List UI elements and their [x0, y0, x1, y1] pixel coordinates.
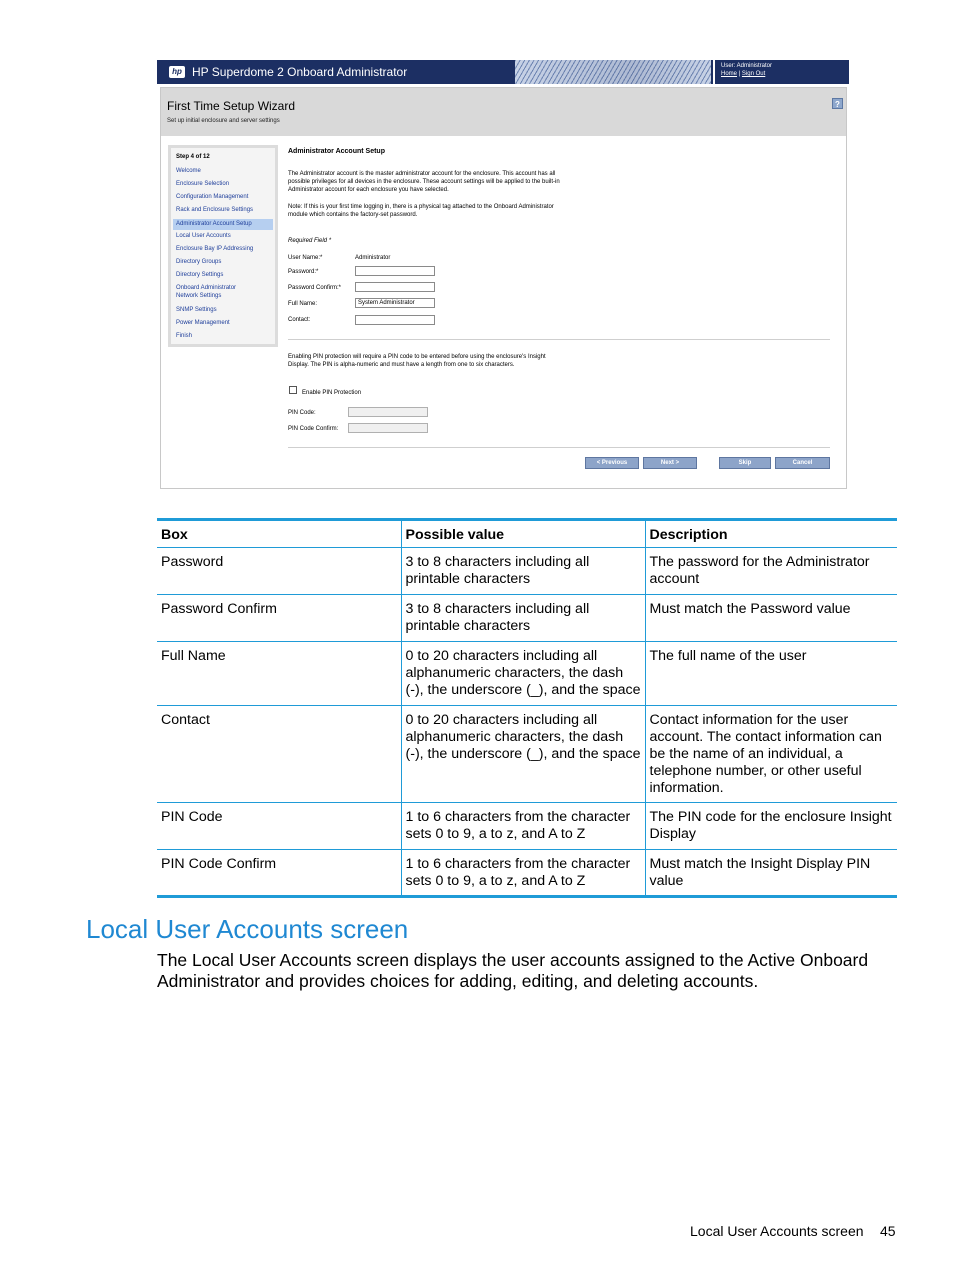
- header-bridge-shade: [517, 60, 711, 84]
- table-cell: 1 to 6 characters from the character sets 0 to 9, a to z, and A to Z: [401, 803, 645, 850]
- username-value: Administrator: [355, 255, 391, 261]
- table-cell: The PIN code for the enclosure Insight Display: [645, 803, 897, 850]
- step-finish[interactable]: Finish: [176, 333, 193, 339]
- section-heading: Local User Accounts screen: [86, 914, 409, 944]
- page-number: 45: [880, 1223, 896, 1239]
- fullname-label: Full Name:: [288, 301, 318, 307]
- table-cell: Contact: [157, 706, 401, 803]
- fullname-field[interactable]: System Administrator: [355, 298, 435, 308]
- table-cell: 3 to 8 characters including all printable characters: [401, 548, 645, 595]
- section-body: The Local User Accounts screen displays the user accounts assigned to the Active Onboard Administrator and provides choices for adding, editing, and deleting accounts.: [157, 950, 869, 991]
- pin-confirm-label: PIN Code Confirm:: [288, 426, 339, 432]
- step-administrator-account-setup[interactable]: Administrator Account Setup: [173, 219, 273, 230]
- table-cell: Password Confirm: [157, 595, 401, 642]
- username-label: User Name:*: [288, 255, 323, 261]
- table-cell: PIN Code Confirm: [157, 850, 401, 897]
- password-field[interactable]: [355, 266, 435, 276]
- form-intro-line-1: The Administrator account is the master administrator account for the enclosure. This account has all: [288, 171, 556, 177]
- step-configuration-management[interactable]: Configuration Management: [176, 194, 249, 200]
- header-possible-value: Possible value: [401, 520, 645, 548]
- step-snmp-settings[interactable]: SNMP Settings: [176, 307, 217, 313]
- step-directory-settings[interactable]: Directory Settings: [176, 272, 224, 278]
- step-rack-enclosure-settings[interactable]: Rack and Enclosure Settings: [176, 207, 254, 213]
- table-cell: Password: [157, 548, 401, 595]
- field-spec-table-wrapper: [157, 518, 897, 898]
- wizard-header: [161, 88, 846, 136]
- table-cell: 1 to 6 characters from the character sets 0 to 9, a to z, and A to Z: [401, 850, 645, 897]
- app-title: HP Superdome 2 Onboard Administrator: [192, 65, 408, 79]
- step-enclosure-bay-ip[interactable]: Enclosure Bay IP Addressing: [176, 246, 254, 252]
- password-confirm-label: Password Confirm:*: [288, 285, 342, 291]
- previous-button[interactable]: < Previous: [585, 457, 639, 469]
- home-link[interactable]: Home: [721, 71, 738, 77]
- wizard-subtitle: Set up initial enclosure and server settings: [167, 118, 280, 124]
- step-onboard-administrator[interactable]: Onboard Administrator: [176, 285, 237, 291]
- cancel-button[interactable]: Cancel: [775, 457, 830, 469]
- table-cell: Full Name: [157, 642, 401, 706]
- enable-pin-checkbox[interactable]: [289, 386, 297, 394]
- form-intro-line-2: possible privileges for all devices in the enclosure. These account settings will be applied to the built-in: [288, 179, 560, 185]
- form-note-line-2: module which contains the factory-set password.: [288, 212, 418, 218]
- app-header: [157, 60, 849, 84]
- hp-logo: hp: [169, 66, 185, 78]
- table-cell: Must match the Password value: [645, 595, 897, 642]
- buttons-divider: [288, 447, 830, 448]
- wizard-steps: [168, 145, 278, 347]
- field-spec-table: [157, 518, 897, 898]
- steps-counter: Step 4 of 12: [176, 154, 210, 160]
- header-box: Box: [157, 520, 401, 548]
- next-button[interactable]: Next >: [643, 457, 697, 469]
- step-local-user-accounts[interactable]: Local User Accounts: [176, 233, 231, 239]
- pin-intro-line-2: Display. The PIN is alpha-numeric and must have a length from one to six characters.: [288, 362, 515, 368]
- step-welcome[interactable]: Welcome: [176, 168, 201, 174]
- form-divider: [288, 339, 830, 340]
- pin-confirm-field[interactable]: [348, 423, 428, 433]
- wizard-title: First Time Setup Wizard: [167, 99, 296, 113]
- form-intro-line-3: Administrator account for each enclosure you have selected.: [288, 187, 449, 193]
- table-header-row: [157, 520, 897, 548]
- table-row: [157, 706, 897, 803]
- table-row: [157, 642, 897, 706]
- table-cell: 0 to 20 characters including all alphanumeric characters, the dash (-), the underscore (_), and the space: [401, 642, 645, 706]
- table-row: [157, 850, 897, 897]
- pin-code-field[interactable]: [348, 407, 428, 417]
- step-network-settings[interactable]: Network Settings: [176, 293, 222, 299]
- table-cell: Must match the Insight Display PIN value: [645, 850, 897, 897]
- form-note-line-1: Note: If this is your first time logging in, there is a physical tag attached to the Onboard Administrator: [288, 204, 554, 210]
- table-row: [157, 595, 897, 642]
- contact-label: Contact:: [288, 317, 311, 323]
- form-section-title: Administrator Account Setup: [288, 148, 385, 155]
- skip-button[interactable]: Skip: [719, 457, 771, 469]
- password-confirm-field[interactable]: [355, 282, 435, 292]
- onboard-administrator-screenshot: [157, 60, 849, 491]
- step-power-management[interactable]: Power Management: [176, 320, 230, 326]
- required-field-note: Required Field *: [288, 238, 332, 244]
- step-enclosure-selection[interactable]: Enclosure Selection: [176, 181, 230, 187]
- link-separator: |: [738, 71, 741, 77]
- password-label: Password:*: [288, 269, 319, 275]
- header-description: Description: [645, 520, 897, 548]
- step-directory-groups[interactable]: Directory Groups: [176, 259, 222, 265]
- table-cell: The full name of the user: [645, 642, 897, 706]
- table-cell: 3 to 8 characters including all printable characters: [401, 595, 645, 642]
- table-cell: The password for the Administrator account: [645, 548, 897, 595]
- table-cell: Contact information for the user account. The contact information can be the name of an individual, a telephone number, or other useful information.: [645, 706, 897, 803]
- pin-code-label: PIN Code:: [288, 410, 316, 416]
- table-row: [157, 803, 897, 850]
- user-links: [721, 70, 765, 78]
- pin-intro-line-1: Enabling PIN protection will require a PIN code to be entered before using the enclosure's Insight: [288, 354, 546, 360]
- user-info: User: Administrator: [721, 63, 773, 69]
- header-divider: [713, 60, 715, 84]
- contact-field[interactable]: [355, 315, 435, 325]
- table-cell: PIN Code: [157, 803, 401, 850]
- table-cell: 0 to 20 characters including all alphanumeric characters, the dash (-), the underscore (_), and the space: [401, 706, 645, 803]
- admin-account-form: [288, 146, 833, 486]
- wizard-panel: [160, 87, 847, 489]
- enable-pin-label: Enable PIN Protection: [302, 390, 362, 396]
- footer-section-label: Local User Accounts screen: [690, 1223, 864, 1239]
- table-row: [157, 548, 897, 595]
- help-icon[interactable]: ?: [832, 98, 843, 109]
- sign-out-link[interactable]: Sign Out: [741, 71, 766, 77]
